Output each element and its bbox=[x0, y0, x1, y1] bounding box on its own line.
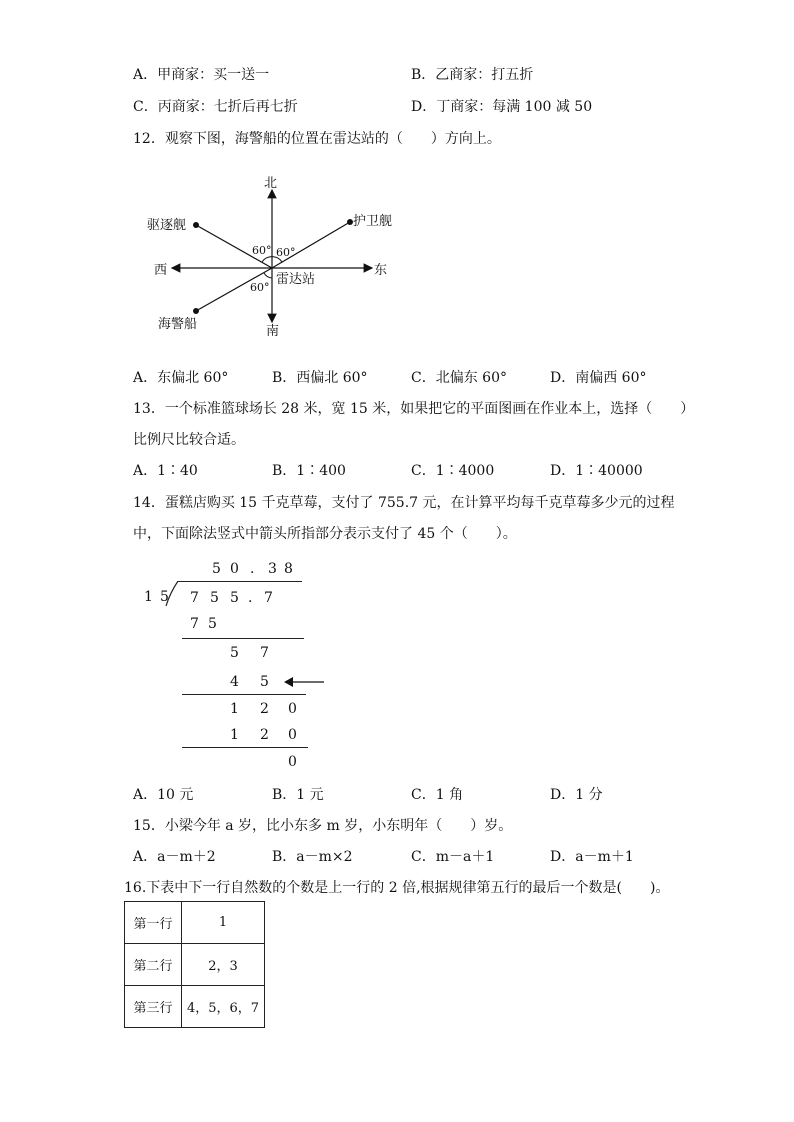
step-digit: 7 bbox=[260, 645, 269, 661]
q13-stem-line1: 13．一个标准篮球场长 28 米，宽 15 米，如果把它的平面图画在作业本上，选择（ ） bbox=[133, 401, 695, 417]
q13-option-a[interactable]: A．1∶40 bbox=[133, 463, 198, 479]
q14-option-d[interactable]: D．1 分 bbox=[550, 787, 603, 803]
divisor-digit: 1 bbox=[144, 589, 153, 605]
q11-option-a[interactable]: A．甲商家：买一送一 bbox=[133, 67, 270, 83]
quotient-point: . bbox=[250, 561, 255, 577]
q14-stem-line2: 中，下面除法竖式中箭头所指部分表示支付了 45 个（ ）。 bbox=[133, 526, 517, 542]
remainder-digit: 0 bbox=[288, 754, 297, 770]
q13-option-b[interactable]: B．1∶400 bbox=[272, 463, 346, 479]
step-digit-pointed: 4 bbox=[230, 674, 239, 690]
q12-option-a[interactable]: A．东偏北 60° bbox=[133, 370, 229, 386]
quotient-digit: 0 bbox=[230, 561, 239, 577]
q12-stem: 12．观察下图，海警船的位置在雷达站的（ ）方向上。 bbox=[133, 131, 501, 147]
q13-stem-line2: 比例尺比较合适。 bbox=[133, 432, 245, 448]
angle-label-2: 60° bbox=[276, 246, 296, 259]
dividend-digit: 7 bbox=[264, 590, 273, 606]
q13-option-d[interactable]: D．1∶40000 bbox=[550, 463, 643, 479]
dividend-digit: 5 bbox=[210, 590, 219, 606]
step-digit: 0 bbox=[288, 727, 297, 743]
step-digit: 1 bbox=[230, 727, 239, 743]
q14-option-c[interactable]: C．1 角 bbox=[411, 787, 464, 803]
divisor-digit: 5 bbox=[160, 589, 169, 605]
q12-option-c[interactable]: C．北偏东 60° bbox=[411, 370, 507, 386]
q15-option-b[interactable]: B．a－m×2 bbox=[272, 849, 353, 865]
step-digit: 2 bbox=[260, 727, 269, 743]
dividend-digit: 7 bbox=[190, 590, 199, 606]
q14-option-a[interactable]: A．10 元 bbox=[133, 787, 194, 803]
q16-stem: 16.下表中下一行自然数的个数是上一行的 2 倍,根据规律第五行的最后一个数是( )。 bbox=[124, 880, 670, 896]
destroyer-label: 驱逐舰 bbox=[147, 218, 187, 233]
q12-option-d[interactable]: D．南偏西 60° bbox=[550, 370, 647, 386]
step-digit: 0 bbox=[288, 701, 297, 717]
q11-option-c[interactable]: C．丙商家：七折后再七折 bbox=[133, 99, 298, 115]
step-line bbox=[182, 747, 308, 748]
east-label: 东 bbox=[374, 263, 388, 278]
q15-option-c[interactable]: C．m－a＋1 bbox=[411, 849, 495, 865]
angle-label-1: 60° bbox=[252, 244, 272, 257]
division-bar bbox=[178, 581, 302, 582]
q13-option-c[interactable]: C．1∶4000 bbox=[411, 463, 495, 479]
angle-arc-lower bbox=[264, 273, 272, 278]
step-line bbox=[182, 638, 304, 639]
dividend-point: . bbox=[248, 590, 253, 606]
north-label: 北 bbox=[264, 176, 278, 191]
table-row bbox=[125, 944, 265, 986]
row-value: 1 bbox=[182, 902, 265, 944]
row-label: 第二行 bbox=[125, 944, 182, 986]
table-row bbox=[125, 986, 265, 1028]
row-value: 4，5，6，7 bbox=[182, 986, 265, 1028]
row-label: 第一行 bbox=[125, 902, 182, 944]
q14-stem-line1: 14．蛋糕店购买 15 千克草莓，支付了 755.7 元，在计算平均每千克草莓多少元的过程 bbox=[133, 495, 675, 511]
step-digit: 7 bbox=[190, 616, 199, 632]
row-value: 2，3 bbox=[182, 944, 265, 986]
table-row bbox=[125, 902, 265, 944]
step-line bbox=[182, 694, 306, 695]
coast-guard-label: 海警船 bbox=[158, 317, 198, 332]
q15-stem: 15．小梁今年 a 岁，比小东多 m 岁，小东明年（ ）岁。 bbox=[133, 818, 513, 834]
step-digit-pointed: 5 bbox=[260, 674, 269, 690]
row-label: 第三行 bbox=[125, 986, 182, 1028]
q15-option-a[interactable]: A．a－m＋2 bbox=[133, 849, 216, 865]
left-arrow-icon bbox=[284, 675, 326, 689]
compass-diagram bbox=[140, 170, 410, 340]
step-digit: 5 bbox=[208, 616, 217, 632]
angle-label-3: 60° bbox=[250, 281, 270, 294]
destroyer-point bbox=[193, 222, 199, 228]
south-label: 南 bbox=[266, 324, 280, 339]
step-digit: 2 bbox=[260, 701, 269, 717]
ray-escort bbox=[272, 222, 350, 268]
radar-label: 雷达站 bbox=[276, 272, 316, 287]
q15-option-d[interactable]: D．a－m＋1 bbox=[550, 849, 634, 865]
escort-label: 护卫舰 bbox=[353, 214, 393, 229]
quotient-digit: 5 bbox=[212, 561, 221, 577]
step-digit: 1 bbox=[230, 701, 239, 717]
coast-guard-point bbox=[193, 308, 199, 314]
dividend-digit: 5 bbox=[230, 590, 239, 606]
quotient-digit: 3 bbox=[268, 561, 277, 577]
q14-option-b[interactable]: B．1 元 bbox=[272, 787, 324, 803]
step-digit: 5 bbox=[230, 645, 239, 661]
q12-option-b[interactable]: B．西偏北 60° bbox=[272, 370, 368, 386]
quotient-digit: 8 bbox=[284, 561, 293, 577]
pattern-table bbox=[124, 901, 265, 1028]
q11-option-d[interactable]: D．丁商家：每满 100 减 50 bbox=[411, 99, 593, 115]
west-label: 西 bbox=[154, 263, 168, 278]
q11-option-b[interactable]: B．乙商家：打五折 bbox=[411, 67, 534, 83]
